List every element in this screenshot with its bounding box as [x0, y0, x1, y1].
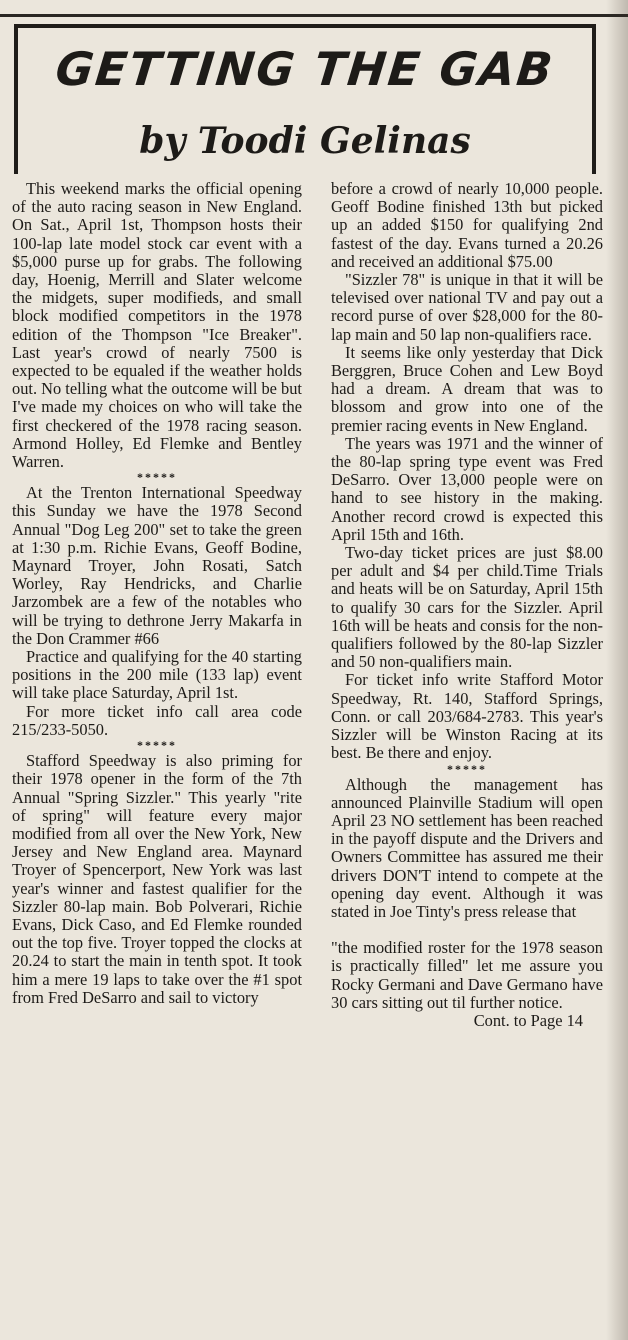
paragraph: Although the management has announced Plainville Stadium will open April 23 NO settlement has been reached in the payoff dispute and the Drivers and Owners Committee has assured me their drivers DON'T intend to compete at the opening day event. Although it was stated in Joe Tinty's press release that [331, 774, 603, 921]
paragraph: For more ticket info call area code 215/233-5050. [12, 701, 302, 739]
paragraph: "Sizzler 78" is unique in that it will be televised over national TV and pay out a record purse of over $28,000 for the 80-lap main and 50 lap non-qualifiers race. [331, 270, 603, 344]
byline: by Toodi Gelinas [139, 120, 471, 162]
column-header-box [14, 24, 596, 174]
top-rule [0, 0, 628, 17]
section-divider: ***** [137, 470, 177, 485]
paragraph: It seems like only yesterday that Dick Berggren, Bruce Cohen and Lew Boyd had a dream. A dream that was to blossom and grow into one of the premier racing events in New England. [331, 342, 603, 435]
paragraph: At the Trenton International Speedway this Sunday we have the 1978 Second Annual "Dog Leg 200" set to take the green at 1:30 p.m. Richie Evans, Geoff Bodine, Maynard Troyer, John Rosati, Satch Worley, Ray Hendricks, and Charlie Jarzombek are a few of the notables who will be trying to dethrone Jerry Makarfa in the Don Crammer #66 [12, 483, 302, 648]
column-gap [331, 921, 603, 939]
paragraph: Practice and qualifying for the 40 starting positions in the 200 mile (133 lap) event will take place Saturday, April 1st. [12, 647, 302, 703]
section-divider: ***** [137, 738, 177, 753]
paragraph: Two-day ticket prices are just $8.00 per adult and $4 per child.Time Trials and heats will be on Saturday, April 15th to qualify 30 cars for the Sizzler. April 16th will be heats and consis for the non-qualifiers followed by the 80-lap Sizzler and 50 non-qualifiers main. [331, 543, 603, 672]
paragraph: For ticket info write Stafford Motor Speedway, Rt. 140, Stafford Springs, Conn. or call 203/684-2783. This year's Sizzler will be Winston Racing at its best. Be there and enjoy. [331, 670, 603, 763]
paragraph: Stafford Speedway is also priming for their 1978 opener in the form of the 7th Annual "Spring Sizzler." This yearly "rite of spring" will feature every major modified from all over the New York, New Jersey and New England area. Maynard Troyer of Spencerport, New York was last year's winner and fastest qualifier for the Sizzler 80-lap main. Bob Polverari, Richie Evans, Dick Caso, and Ed Flemke rounded out the top five. Troyer topped the clocks at 20.24 to start the main in tenth spot. It took him a mere 19 laps to take over the #1 spot from Fred DeSarro and sail to victory [12, 751, 302, 1007]
section-divider: ***** [447, 761, 487, 776]
right-column [331, 180, 603, 1030]
paragraph: This weekend marks the official opening of the auto racing season in New England. On Sat., April 1st, Thompson hosts their 100-lap late model stock car event with a $5,000 purse up for grabs. The following day, Hoenig, Merrill and Slater welcome the midgets, super modifieds, and small block modified competitors in the 1978 edition of the Thompson "Ice Breaker". Last year's crowd of nearly 7500 is expected to be equaled if the weather holds out. No telling what the outcome will be but I've made my choices on who will take the first checkered of the 1978 racing season. Armond Holley, Ed Flemke and Bentley Warren. [12, 179, 302, 472]
left-column [12, 180, 302, 1007]
paragraph: The years was 1971 and the winner of the 80-lap spring type event was Fred DeSarro. Over 13,000 people were on hand to see history in the making. Another record crowd is expected this April 15th and 16th. [331, 433, 603, 544]
paragraph: before a crowd of nearly 10,000 people. Geoff Bodine finished 13th but picked up an added $150 for qualifying 2nd fastest of the day. Evans turned a 20.26 and received an additional $75.00 [331, 179, 603, 271]
paragraph: "the modified roster for the 1978 season is practically filled" let me assure you Rocky Germani and Dave Germano have 30 cars sitting out til further notice. [331, 938, 603, 1012]
page-edge-shadow [606, 0, 628, 1340]
column-title: GETTING THE GAB [53, 42, 557, 96]
continued-notice: Cont. to Page 14 [473, 1010, 583, 1030]
